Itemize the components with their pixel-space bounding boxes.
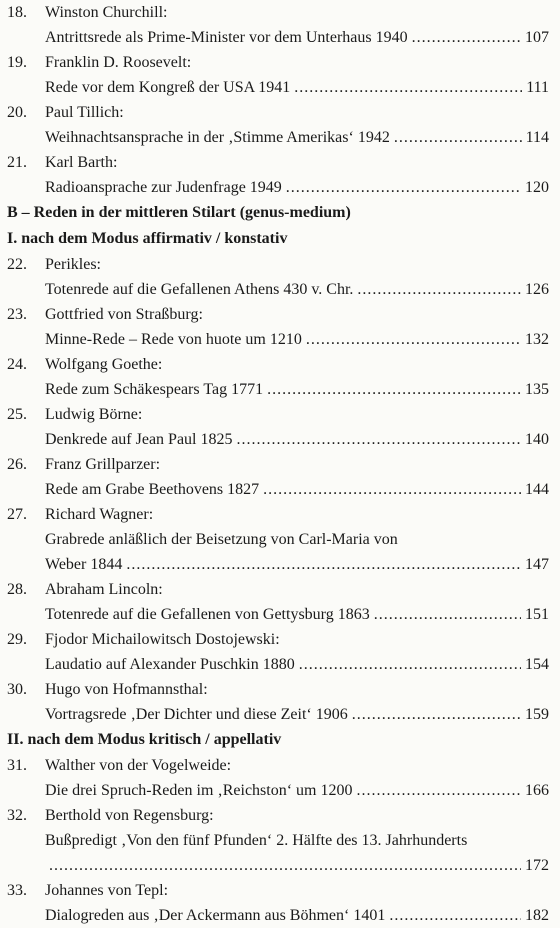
entry-number: 21. [7, 154, 27, 171]
entry-number: 20. [7, 104, 27, 121]
entry-author: Johannes von Tepl: [45, 882, 169, 899]
dot-leader [374, 602, 521, 627]
toc-entry [0, 302, 560, 352]
entry-number: 23. [7, 306, 27, 323]
page-number: 147 [525, 556, 549, 573]
page-number: 151 [525, 606, 549, 623]
toc-entry [0, 100, 560, 150]
toc-entry [0, 252, 560, 302]
entry-title: Vortragsrede ‚Der Dichter und diese Zeit‘ 1906 [45, 706, 348, 723]
section-heading: II. nach dem Modus kritisch / appellativ [7, 731, 282, 748]
entry-author: Karl Barth: [45, 154, 118, 171]
entry-author: Winston Churchill: [45, 4, 168, 21]
entry-title: Die drei Spruch-Reden im ‚Reichston‘ um 1200 [45, 782, 353, 799]
page-number: 111 [526, 79, 549, 96]
entry-title: Totenrede auf die Gefallenen von Gettysburg 1863 [45, 606, 370, 623]
dot-leader [299, 652, 521, 677]
entry-author: Hugo von Hofmannsthal: [45, 681, 208, 698]
page-number: 132 [525, 331, 549, 348]
dot-leader [263, 477, 521, 502]
dot-leader [267, 377, 521, 402]
entry-number: 33. [7, 882, 27, 899]
page-number: 159 [525, 706, 549, 723]
dot-leader [357, 277, 521, 302]
entry-title: Rede zum Schäkespears Tag 1771 [45, 381, 264, 398]
entry-author: Perikles: [45, 256, 101, 273]
entry-author: Richard Wagner: [45, 506, 154, 523]
entry-author: Berthold von Regensburg: [45, 807, 214, 824]
entry-author: Fjodor Michailowitsch Dostojewski: [45, 631, 280, 648]
toc-entry [0, 452, 560, 502]
entry-title: Totenrede auf die Gefallenen Athens 430 v. Chr. [45, 281, 354, 298]
dot-leader [286, 175, 521, 200]
entry-number: 26. [7, 456, 27, 473]
entry-number: 25. [7, 406, 27, 423]
toc-entry [0, 627, 560, 677]
toc-entry [0, 352, 560, 402]
dot-leader [49, 853, 521, 878]
entry-title-line: Grabrede anläßlich der Beisetzung von Carl-Maria von [45, 531, 398, 548]
toc-entry [0, 803, 560, 878]
entry-author: Paul Tillich: [45, 104, 124, 121]
page-number: 172 [525, 857, 549, 874]
page-number: 120 [525, 179, 549, 196]
toc-entry [0, 150, 560, 200]
entry-author: Wolfgang Goethe: [45, 356, 163, 373]
entry-title: Antrittsrede als Prime-Minister vor dem Unterhaus 1940 [45, 29, 408, 46]
entry-title: Minne-Rede – Rede von huote um 1210 [45, 331, 302, 348]
page-number: 144 [525, 481, 549, 498]
page-number: 154 [525, 656, 549, 673]
entry-title: Weihnachtsansprache in der ‚Stimme Amerikas‘ 1942 [45, 129, 390, 146]
entry-number: 28. [7, 581, 27, 598]
section-heading: B – Reden in der mittleren Stilart (genus-medium) [7, 204, 351, 221]
toc-entry [0, 577, 560, 627]
entry-number: 32. [7, 807, 27, 824]
entry-title: Rede vor dem Kongreß der USA 1941 [45, 79, 291, 96]
entry-title: Denkrede auf Jean Paul 1825 [45, 431, 233, 448]
entry-title: Weber 1844 [45, 556, 123, 573]
entry-author: Abraham Lincoln: [45, 581, 163, 598]
entry-author: Gottfried von Straßburg: [45, 306, 203, 323]
dot-leader [352, 702, 521, 727]
page-number: 107 [525, 29, 549, 46]
entry-title: Laudatio auf Alexander Puschkin 1880 [45, 656, 295, 673]
entry-number: 29. [7, 631, 27, 648]
page-number: 114 [525, 129, 549, 146]
dot-leader [306, 327, 521, 352]
entry-title: Dialogreden aus ‚Der Ackermann aus Böhmen‘ 1401 [45, 907, 386, 924]
page-number: 182 [525, 907, 549, 924]
toc-entry [0, 402, 560, 452]
entry-title: Radioansprache zur Judenfrage 1949 [45, 179, 282, 196]
dot-leader [412, 25, 521, 50]
page-number: 126 [525, 281, 549, 298]
entry-number: 18. [7, 4, 27, 21]
toc-entry [0, 753, 560, 803]
entry-author: Franz Grillparzer: [45, 456, 161, 473]
entry-author: Ludwig Börne: [45, 406, 143, 423]
page-number: 140 [525, 431, 549, 448]
dot-leader [389, 903, 521, 928]
toc-entry [0, 50, 560, 100]
dot-leader [126, 552, 521, 577]
toc-entry [0, 0, 560, 50]
page-number: 135 [525, 381, 549, 398]
dot-leader [294, 75, 522, 100]
entry-number: 27. [7, 506, 27, 523]
entry-number: 19. [7, 54, 27, 71]
entry-title: Rede am Grabe Beethovens 1827 [45, 481, 260, 498]
entry-number: 30. [7, 681, 27, 698]
entry-number: 22. [7, 256, 27, 273]
entry-number: 24. [7, 356, 27, 373]
dot-leader [357, 778, 522, 803]
page-number: 166 [525, 782, 549, 799]
toc-entry [0, 677, 560, 727]
entry-number: 31. [7, 757, 27, 774]
entry-author: Walther von der Vogelweide: [45, 757, 232, 774]
dot-leader [237, 427, 522, 452]
toc-entry [0, 502, 560, 577]
section-heading: I. nach dem Modus affirmativ / konstativ [7, 230, 288, 247]
dot-leader [394, 125, 522, 150]
entry-author: Franklin D. Roosevelt: [45, 54, 192, 71]
toc-entry [0, 878, 560, 928]
entry-title-line: Bußpredigt ‚Von den fünf Pfunden‘ 2. Hälfte des 13. Jahrhunderts [45, 832, 468, 849]
